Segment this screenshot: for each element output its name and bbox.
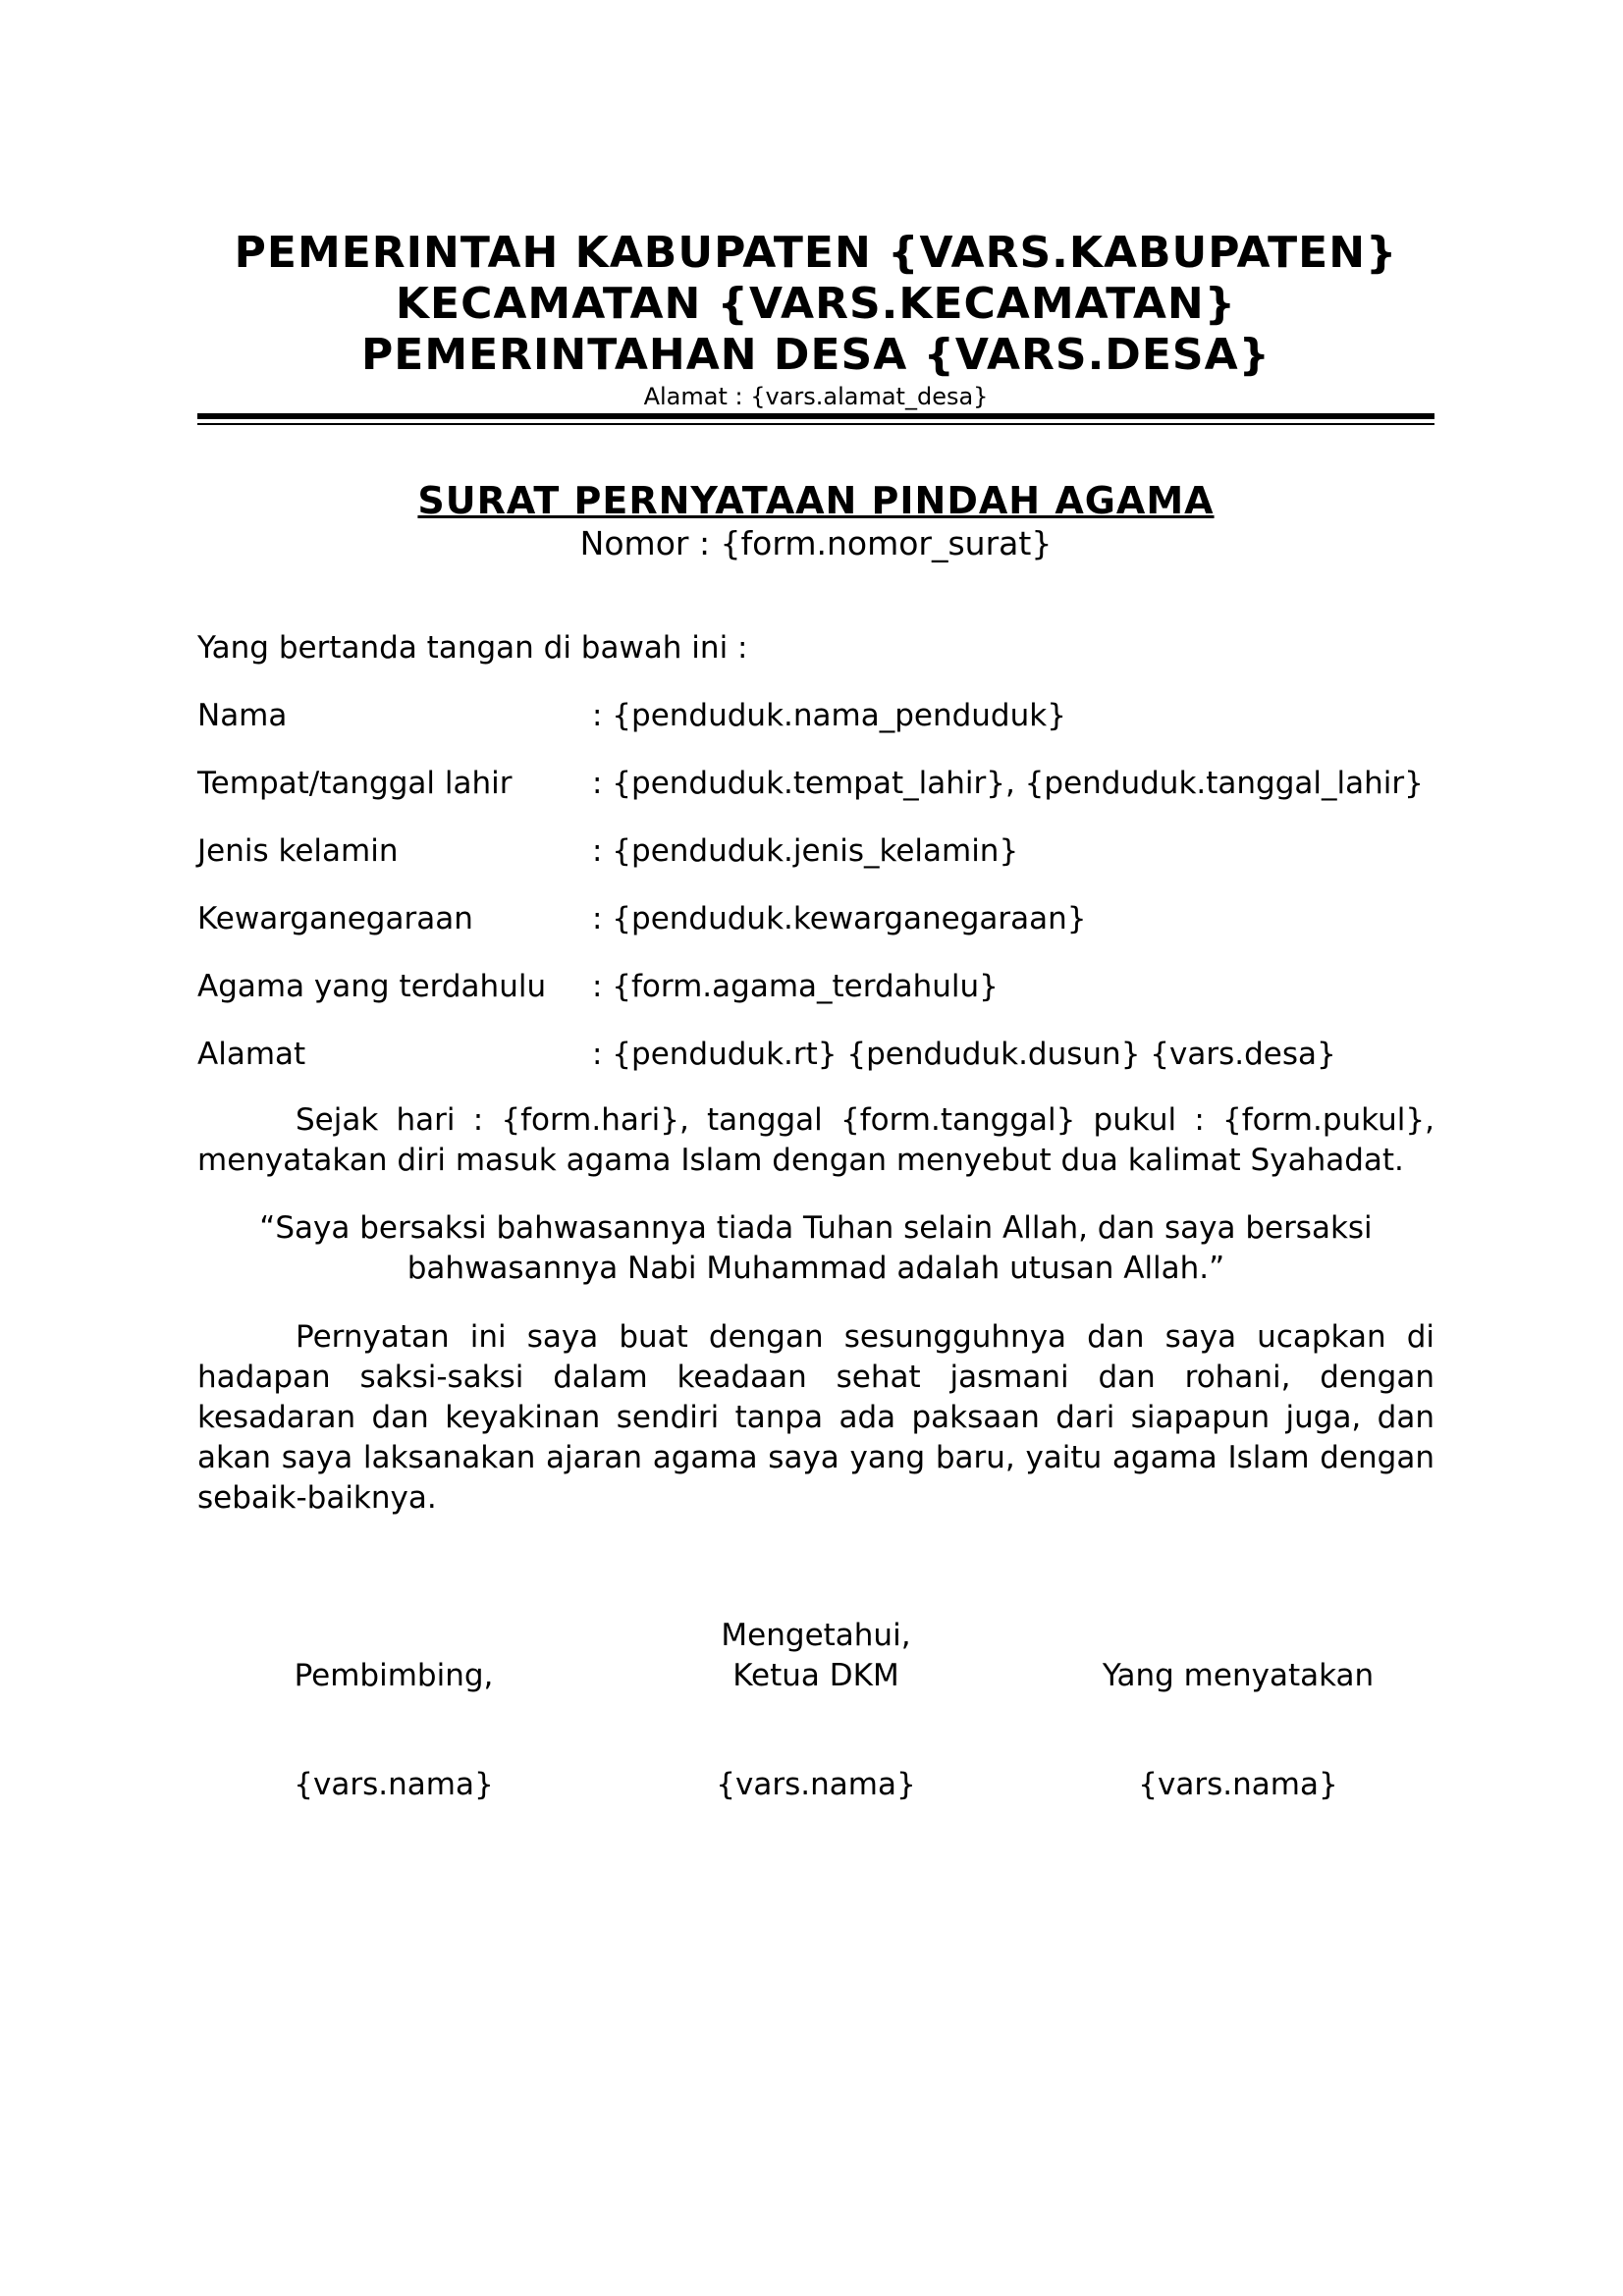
field-label: Tempat/tanggal lahir [197,766,513,801]
document-title: SURAT PERNYATAAN PINDAH AGAMA [417,479,1215,522]
letterhead-regency: PEMERINTAH KABUPATEN {VARS.KABUPATEN} [234,228,1398,278]
field-value: : {penduduk.kewarganegaraan} [592,901,1087,936]
statement-paragraph: Pernyatan ini saya buat dengan sesungguhnya dan saya ucapkan di hadapan saksi-saksi dalam keadaan sehat jasmani dan rohani, dengan kesadaran dan keyakinan sendiri tanpa ada paksaan dari siapapun juga, dan akan saya laksanakan ajaran agama saya yang baru, yaitu agama Islam dengan sebaik-baiknya. [197,1319,1434,1516]
signature-name: {vars.nama} [716,1767,916,1802]
field-label: Alamat [197,1037,306,1072]
field-label: Nama [197,698,288,733]
letterhead-divider-thin [197,423,1434,425]
field-row-nama [197,696,1434,764]
identity-fields [197,696,1434,1102]
field-row-address [197,1035,1434,1102]
signature-title: Yang menyatakan [1102,1658,1375,1693]
field-value: : {penduduk.nama_penduduk} [592,698,1066,733]
field-label: Jenis kelamin [197,833,399,869]
signature-declarant [1042,1613,1434,1809]
signature-section [197,1613,1434,1809]
field-label: Agama yang terdahulu [197,969,547,1004]
field-value: : {penduduk.rt} {penduduk.dusun} {vars.desa} [592,1037,1336,1072]
signature-dkm-chair [620,1613,1012,1809]
signature-name: {vars.nama} [294,1767,494,1802]
letterhead-village: PEMERINTAHAN DESA {VARS.DESA} [361,330,1271,380]
signature-name: {vars.nama} [1138,1767,1338,1802]
document-number: Nomor : {form.nomor_surat} [579,524,1053,562]
field-label: Kewarganegaraan [197,901,473,936]
field-value: : {form.agama_terdahulu} [592,969,999,1004]
field-value: : {penduduk.jenis_kelamin} [592,833,1019,869]
document-title-block [197,477,1434,563]
letterhead-address: Alamat : {vars.alamat_desa} [643,383,989,410]
field-row-citizenship [197,899,1434,967]
declaration-paragraph: Sejak hari : {form.hari}, tanggal {form.tanggal} pukul : {form.pukul}, menyatakan diri masuk agama Islam dengan menyebut dua kalimat Syahadat. [197,1102,1434,1178]
field-row-gender [197,831,1434,899]
field-value: : {penduduk.tempat_lahir}, {penduduk.tanggal_lahir} [592,766,1424,801]
field-row-birth [197,764,1434,831]
signature-title: Pembimbing, [294,1658,494,1693]
letterhead-divider-thick [197,413,1434,419]
signature-title: Ketua DKM [732,1658,899,1693]
field-row-previous-religion [197,967,1434,1035]
shahada-quote: “Saya bersaksi bahwasannya tiada Tuhan selain Allah, dan saya bersaksi bahwasannya Nabi Muhammad adalah utusan Allah.” [259,1210,1373,1286]
letterhead-district: KECAMATAN {VARS.KECAMATAN} [395,279,1237,329]
intro-text: Yang bertanda tangan di bawah ini : [197,630,748,666]
letterhead [197,228,1434,410]
signature-supervisor [197,1613,590,1809]
signature-pre-title: Mengetahui, [721,1618,911,1653]
